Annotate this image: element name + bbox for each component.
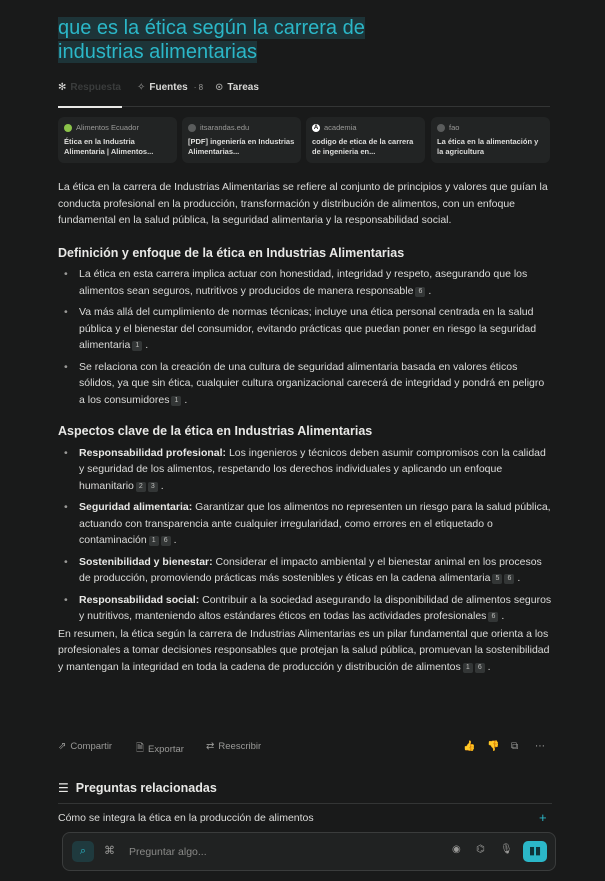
list-item: • Sostenibilidad y bienestar: Considerar el impacto ambiental y el bienestar animal en los procesos de producción, promoviendo prácticas más sostenibles y éticas en la cadena alimentaria 5 6 . [58,554,552,587]
citation-badge[interactable]: 6 [475,663,485,673]
list-item: • Se relaciona con la creación de una cultura de seguridad alimentaria basada en valores éticos sólidos, ya que sin ética, cualquier cultura organizacional carecerá de integridad y pondrá en peligro a los consumidores 1 . [58,359,552,409]
tab-tareas[interactable]: ⊙ Tareas [215,82,259,93]
section-heading: Aspectos clave de la ética en Industrias Alimentarias [58,424,373,438]
related-question[interactable]: Cómo se integra la ética en la producción de alimentos [58,812,314,824]
sources-count: · 8 [193,83,204,92]
share-button[interactable]: ⇗ Compartir [58,741,113,752]
search-icon: ⌕ [79,845,87,857]
tab-fuentes[interactable]: ✧ Fuentes · 8 [137,82,204,93]
globe-icon[interactable]: ◉ [452,844,461,855]
source-site: fao [449,123,460,132]
source-site: academia [324,123,357,132]
source-title: codigo de etica de la carrera de ingenieria en... [312,137,414,156]
attach-icon[interactable]: ⌬ [476,844,485,855]
definition-list [58,266,552,408]
answer-actions [58,741,552,755]
thumbs-up-icon[interactable]: 👍 [463,741,476,752]
source-title: La ética en la alimentación y la agricultura [437,137,539,156]
answer-conclusion: En resumen, la ética según la carrera de Industrias Alimentarias es un pilar fundamental que orienta a los profesionales a tomar decisiones responsables que protejan la salud pública, promuevan la sostenibilidad y mantengan la integridad en toda la cadena de producción y distribución de alimentos 1 6 . [58,627,550,673]
share-icon: ⇗ [58,741,67,752]
citation-badge[interactable]: 2 [136,482,146,492]
copy-icon[interactable]: ⧉ [511,741,519,752]
section-heading: Definición y enfoque de la ética en Industrias Alimentarias [58,245,405,260]
citation-badge[interactable]: 1 [171,396,181,406]
mic-icon[interactable]: 🎙 [500,844,513,855]
audio-wave-icon: ▮▮ [528,845,542,857]
answer-body [58,179,552,675]
source-title: Ética en la Industria Alimentaria | Alimentos... [64,137,154,156]
list-item: • Va más allá del cumplimiento de normas técnicas; incluye una ética personal centrada en la salud pública y el bienestar del consumidor, evitando prácticas que puedan poner en riesgo la seguridad alimentaria 1 . [58,304,552,354]
site-favicon-icon [64,124,72,132]
answer-intro: La ética en la carrera de Industrias Alimentarias se refiere al conjunto de principios y valores que guían la conducta profesional en la producción, transformación y distribución de alimentos, con un enfoque fundamental en la salud pública, la seguridad alimentaria y la responsabilidad social. [58,181,548,226]
citation-badge[interactable]: 6 [488,612,498,622]
ask-input[interactable] [129,843,379,861]
list-item: • Seguridad alimentaria: Garantizar que los alimentos no representen un riesgo para la salud pública, actuando con transparencia ante cualquier irregularidad, como errores en el etiquetado o contaminación 1 6 . [58,499,552,549]
voice-mode-button[interactable] [523,841,547,862]
export-icon: 🗎 [136,743,145,754]
citation-badge[interactable]: 1 [132,341,142,351]
search-mode-button[interactable] [72,841,94,862]
site-favicon-icon [437,124,445,132]
citation-badge[interactable]: 3 [148,482,158,492]
tasks-icon: ⊙ [215,82,224,93]
sources-icon: ✧ [137,82,146,93]
source-card[interactable] [431,117,550,163]
research-mode-icon[interactable]: ⌘ [104,845,115,857]
rewrite-icon: ⇄ [206,741,215,752]
add-question-plus-icon[interactable]: + [539,810,547,825]
rewrite-button[interactable]: ⇄ Reescribir [206,741,262,752]
academia-favicon-icon: A [313,124,319,131]
source-card[interactable] [182,117,301,163]
citation-badge[interactable]: 6 [504,574,514,584]
aspects-list [58,445,552,625]
perplexity-logo-icon: ✻ [58,82,67,93]
source-site: Alimentos Ecuador [76,123,139,132]
query-title: que es la ética según la carrera de industrias alimentarias [58,17,365,63]
citation-badge[interactable]: 1 [149,536,159,546]
ask-bar [62,832,556,871]
list-item: • La ética en esta carrera implica actuar con honestidad, integridad y respeto, asegurando que los alimentos sean seguros, nutritivos y producidos de manera responsable 6 . [58,266,552,299]
source-title: [PDF] ingeniería en Industrias Alimentarias... [188,137,295,156]
citation-badge[interactable]: 6 [161,536,171,546]
site-favicon-icon [188,124,196,132]
answer-tabs [58,80,550,107]
thumbs-down-icon[interactable]: 👎 [487,741,500,752]
list-item: • Responsabilidad social: Contribuir a la sociedad asegurando la disponibilidad de alimentos seguros y nutritivos, manteniendo altos estándares éticos en todas las actividades profesionales 6 . [58,592,552,625]
citation-badge[interactable]: 5 [492,574,502,584]
tab-respuesta[interactable]: ✻ Respuesta [58,82,121,93]
related-questions-header: ☰ Preguntas relacionadas [58,781,217,795]
sources-row [58,117,550,163]
related-list-icon: ☰ [58,781,69,795]
source-card[interactable] [58,117,177,163]
citation-badge[interactable]: 1 [463,663,473,673]
more-options-icon[interactable]: ⋯ [535,741,545,752]
divider [58,803,552,804]
export-button[interactable]: 🗎 Exportar [136,741,184,758]
source-site: itsarandas.edu [200,123,250,132]
list-item: • Responsabilidad profesional: Los ingenieros y técnicos deben asumir compromisos con la calidad y seguridad de los alimentos, respetando los derechos individuales y aplicando un enfoque humanitario 2 3 . [58,445,552,495]
source-card[interactable] [306,117,425,163]
citation-badge[interactable]: 6 [415,287,425,297]
